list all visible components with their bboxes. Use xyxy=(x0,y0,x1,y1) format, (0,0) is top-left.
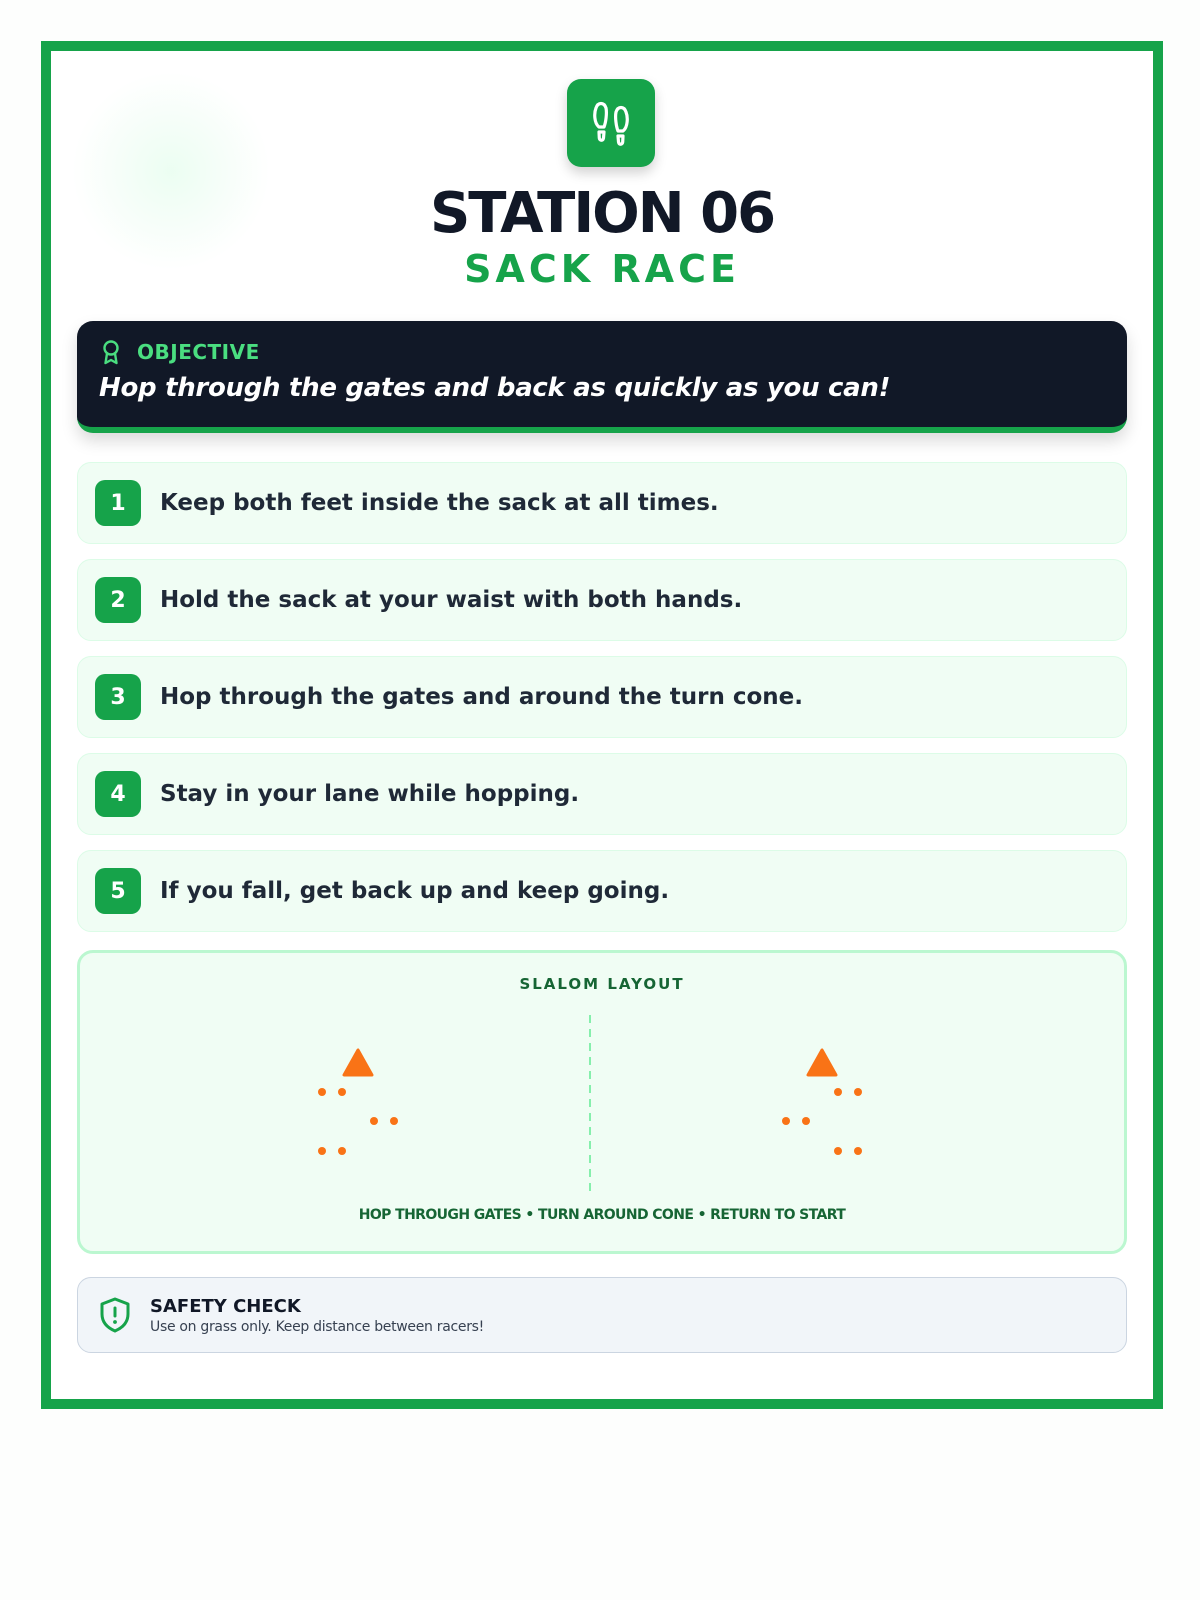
layout-title: SLALOM LAYOUT xyxy=(519,975,685,993)
station-subtitle: SACK RACE xyxy=(464,247,740,291)
gate-marker xyxy=(390,1117,398,1125)
right-lane xyxy=(782,1050,862,1155)
rule-item-1 xyxy=(77,462,1127,544)
safety-check-box xyxy=(77,1277,1127,1353)
objective-header xyxy=(99,339,1105,365)
rule-item-4 xyxy=(77,753,1127,835)
gate-marker xyxy=(854,1088,862,1096)
award-icon xyxy=(99,339,123,365)
gate-marker xyxy=(854,1147,862,1155)
rule-text: Hop through the gates and around the turn cone. xyxy=(160,684,803,710)
gate-marker xyxy=(782,1117,790,1125)
rule-item-3 xyxy=(77,656,1127,738)
rule-text: Hold the sack at your waist with both hands. xyxy=(160,587,743,613)
gate-marker xyxy=(802,1117,810,1125)
objective-banner xyxy=(77,321,1127,433)
rule-number-badge: 2 xyxy=(95,577,141,623)
station-card xyxy=(41,41,1163,1409)
gate-marker xyxy=(338,1088,346,1096)
safety-title: SAFETY CHECK xyxy=(150,1295,301,1317)
left-lane xyxy=(318,1050,398,1155)
gate-marker xyxy=(318,1147,326,1155)
rule-text: If you fall, get back up and keep going. xyxy=(160,878,670,904)
rule-number-badge: 4 xyxy=(95,771,141,817)
rule-number-badge: 3 xyxy=(95,674,141,720)
rule-number-badge: 5 xyxy=(95,868,141,914)
layout-caption: HOP THROUGH GATES • TURN AROUND CONE • RETURN TO START xyxy=(358,1207,846,1223)
gate-marker xyxy=(338,1147,346,1155)
objective-text: Hop through the gates and back as quickly as you can! xyxy=(99,373,891,403)
slalom-layout-panel xyxy=(77,950,1127,1254)
footprints-icon xyxy=(585,97,637,149)
gate-marker xyxy=(370,1117,378,1125)
rule-text: Stay in your lane while hopping. xyxy=(160,781,580,807)
rule-item-2 xyxy=(77,559,1127,641)
station-title: STATION 06 xyxy=(429,181,775,246)
objective-label: OBJECTIVE xyxy=(137,340,260,364)
station-logo xyxy=(567,79,655,167)
rule-text: Keep both feet inside the sack at all times. xyxy=(160,490,719,516)
turn-cone-icon xyxy=(808,1050,836,1075)
safety-text: Use on grass only. Keep distance between racers! xyxy=(150,1318,484,1335)
gate-marker xyxy=(318,1088,326,1096)
gate-marker xyxy=(834,1088,842,1096)
rules-list xyxy=(77,462,1127,947)
rule-item-5 xyxy=(77,850,1127,932)
rule-number-badge: 1 xyxy=(95,480,141,526)
safety-body xyxy=(150,1296,484,1335)
gate-marker xyxy=(834,1147,842,1155)
shield-alert-icon xyxy=(98,1296,132,1334)
turn-cone-icon xyxy=(344,1050,372,1075)
